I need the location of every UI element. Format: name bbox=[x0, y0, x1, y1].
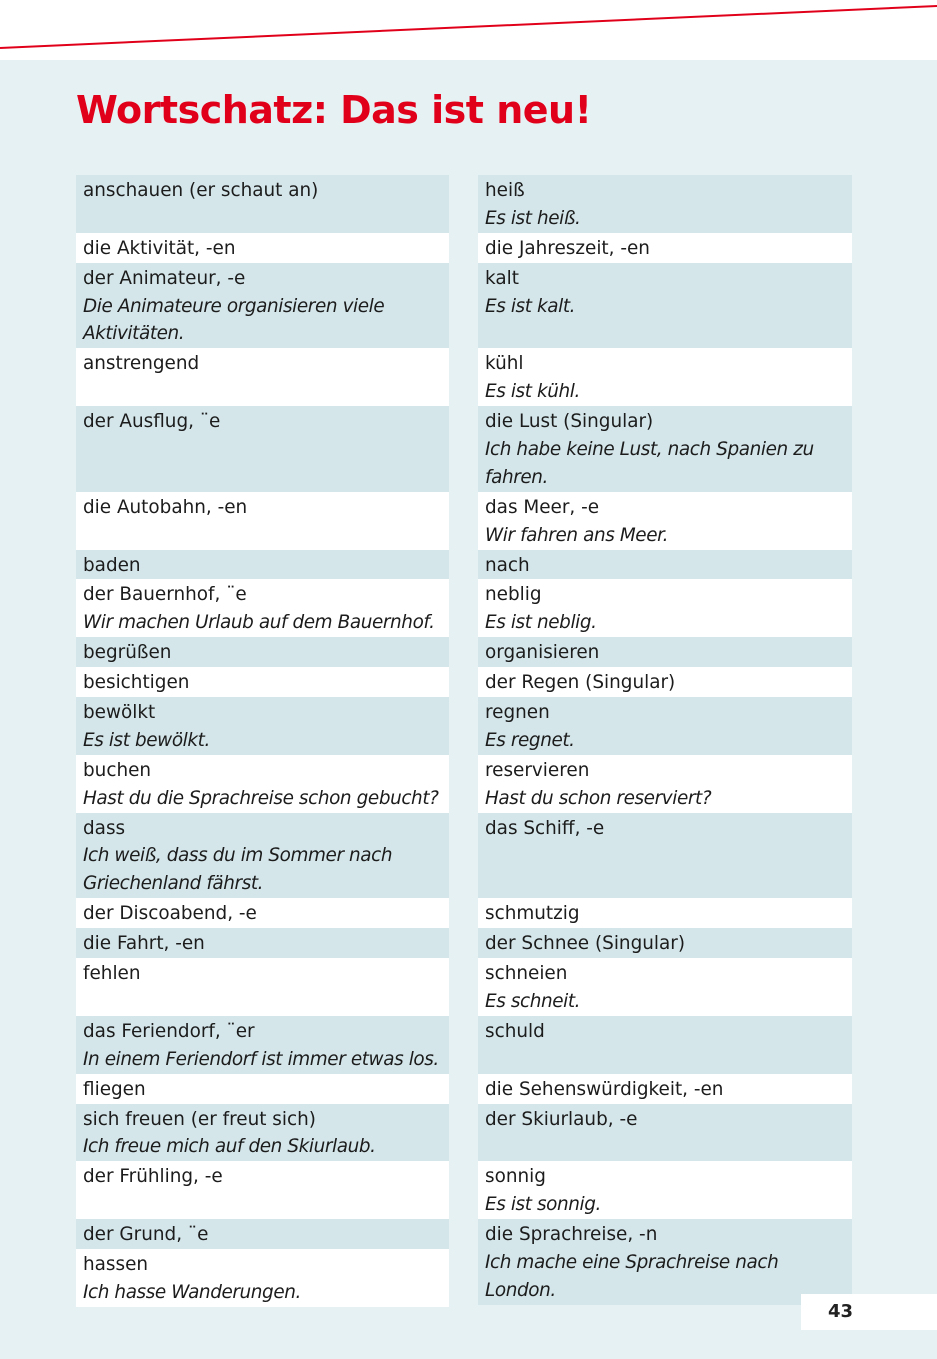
vocab-word: der Animateur, -e bbox=[83, 267, 246, 289]
example-sentence: Es ist bewölkt. bbox=[83, 729, 210, 751]
vocab-entry bbox=[478, 813, 852, 899]
page-title: Wortschatz: Das ist neu! bbox=[76, 88, 592, 132]
example-sentence: fahren. bbox=[485, 466, 548, 488]
vocab-entry bbox=[76, 667, 449, 697]
vocab-word: buchen bbox=[83, 759, 152, 781]
vocab-word: reservieren bbox=[485, 759, 590, 781]
example-sentence: London. bbox=[485, 1279, 556, 1301]
vocab-entry bbox=[76, 1074, 449, 1104]
vocab-entry bbox=[76, 1104, 449, 1162]
vocab-entry bbox=[478, 1104, 852, 1162]
vocab-entry bbox=[478, 667, 852, 697]
vocab-entry bbox=[76, 579, 449, 637]
vocab-word: die Aktivität, -en bbox=[83, 237, 236, 259]
vocab-entry bbox=[478, 898, 852, 928]
vocab-word: sonnig bbox=[485, 1166, 546, 1188]
vocab-word: der Ausflug, ¨e bbox=[83, 411, 221, 433]
vocab-entry bbox=[478, 1161, 852, 1219]
vocab-word: die Jahreszeit, -en bbox=[485, 237, 650, 259]
vocab-word: der Skiurlaub, -e bbox=[485, 1108, 638, 1130]
vocab-entry bbox=[76, 175, 449, 233]
blank-line bbox=[83, 1191, 443, 1219]
vocab-entry bbox=[478, 233, 852, 263]
vocab-word: der Regen (Singular) bbox=[485, 672, 676, 694]
vocab-word: der Frühling, -e bbox=[83, 1166, 223, 1188]
example-sentence: Ich freue mich auf den Skiurlaub. bbox=[83, 1136, 376, 1158]
page-number: 43 bbox=[827, 1301, 853, 1322]
vocab-word: der Discoabend, -e bbox=[83, 903, 257, 925]
vocab-entry bbox=[76, 755, 449, 813]
vocab-entry bbox=[76, 1161, 449, 1219]
vocab-word: das Schiff, -e bbox=[485, 817, 605, 839]
vocab-entry bbox=[76, 406, 449, 492]
vocab-word: hassen bbox=[83, 1253, 149, 1275]
vocab-word: schneien bbox=[485, 963, 568, 985]
blank-line bbox=[83, 522, 443, 550]
vocab-word: das Feriendorf, ¨er bbox=[83, 1020, 255, 1042]
vocab-word: regnen bbox=[485, 702, 550, 724]
vocab-word: die Sehenswürdigkeit, -en bbox=[485, 1078, 724, 1100]
vocab-entry bbox=[478, 348, 852, 406]
blank-line bbox=[485, 1046, 846, 1074]
example-sentence: Ich weiß, dass du im Sommer nach bbox=[83, 845, 393, 867]
vocab-word: sich freuen (er freut sich) bbox=[83, 1108, 316, 1130]
vocab-entry bbox=[478, 550, 852, 580]
vocab-entry bbox=[478, 928, 852, 958]
vocab-word: nach bbox=[485, 554, 530, 576]
example-sentence: Ich mache eine Sprachreise nach bbox=[485, 1251, 779, 1273]
vocab-word: der Schnee (Singular) bbox=[485, 933, 686, 955]
vocab-word: der Grund, ¨e bbox=[83, 1224, 209, 1246]
vocab-entry bbox=[76, 348, 449, 406]
vocab-column-right bbox=[478, 175, 852, 1305]
vocab-entry bbox=[76, 928, 449, 958]
vocab-entry bbox=[76, 492, 449, 550]
vocab-entry bbox=[76, 813, 449, 899]
example-sentence: Es ist sonnig. bbox=[485, 1194, 601, 1216]
vocab-word: fehlen bbox=[83, 963, 141, 985]
example-sentence: Ich hasse Wanderungen. bbox=[83, 1281, 301, 1303]
vocab-word: der Bauernhof, ¨e bbox=[83, 584, 247, 606]
blank-line bbox=[485, 320, 846, 348]
vocab-word: heiß bbox=[485, 180, 525, 201]
example-sentence: Hast du die Sprachreise schon gebucht? bbox=[83, 787, 439, 809]
vocab-word: baden bbox=[83, 554, 141, 576]
vocab-word: die Fahrt, -en bbox=[83, 933, 205, 955]
vocab-entry bbox=[76, 550, 449, 580]
vocab-word: organisieren bbox=[485, 642, 600, 664]
example-sentence: Es schneit. bbox=[485, 990, 581, 1012]
example-sentence: Griechenland fährst. bbox=[83, 873, 264, 895]
blank-line bbox=[485, 1133, 846, 1161]
vocab-entry bbox=[478, 492, 852, 550]
vocab-entry bbox=[76, 637, 449, 667]
vocab-entry bbox=[478, 175, 852, 233]
vocab-word: besichtigen bbox=[83, 672, 190, 694]
example-sentence: Es ist kühl. bbox=[485, 381, 580, 403]
vocab-entry bbox=[478, 579, 852, 637]
blank-line bbox=[485, 842, 846, 870]
vocab-entry bbox=[76, 233, 449, 263]
example-sentence: Aktivitäten. bbox=[83, 323, 185, 345]
vocab-column-left bbox=[76, 175, 449, 1307]
vocab-entry bbox=[478, 263, 852, 349]
blank-line bbox=[485, 870, 846, 898]
vocab-word: anstrengend bbox=[83, 353, 200, 375]
vocab-word: schmutzig bbox=[485, 903, 580, 925]
vocab-word: kühl bbox=[485, 353, 524, 375]
vocab-entry bbox=[76, 697, 449, 755]
vocab-word: dass bbox=[83, 817, 126, 839]
example-sentence: Es ist heiß. bbox=[485, 207, 581, 229]
vocab-word: das Meer, -e bbox=[485, 496, 600, 518]
vocab-entry bbox=[478, 637, 852, 667]
example-sentence: Es ist neblig. bbox=[485, 612, 597, 634]
vocab-word: die Lust (Singular) bbox=[485, 411, 654, 433]
vocab-entry bbox=[76, 1219, 449, 1249]
blank-line bbox=[83, 436, 443, 464]
vocab-entry bbox=[76, 263, 449, 349]
vocab-entry bbox=[478, 958, 852, 1016]
vocab-entry bbox=[478, 755, 852, 813]
vocab-entry bbox=[478, 1074, 852, 1104]
vocab-entry bbox=[478, 1016, 852, 1074]
vocab-word: neblig bbox=[485, 584, 542, 606]
vocab-entry bbox=[478, 1219, 852, 1305]
vocab-word: fliegen bbox=[83, 1078, 146, 1100]
example-sentence: Es ist kalt. bbox=[485, 295, 576, 317]
example-sentence: In einem Feriendorf ist immer etwas los. bbox=[83, 1048, 439, 1070]
blank-line bbox=[83, 205, 443, 233]
vocab-word: die Sprachreise, -n bbox=[485, 1224, 658, 1246]
example-sentence: Ich habe keine Lust, nach Spanien zu bbox=[485, 439, 814, 461]
vocab-entry bbox=[76, 1016, 449, 1074]
vocab-entry bbox=[76, 1249, 449, 1307]
vocab-entry bbox=[76, 958, 449, 1016]
example-sentence: Hast du schon reserviert? bbox=[485, 787, 712, 809]
vocab-entry bbox=[76, 898, 449, 928]
blank-line bbox=[83, 378, 443, 406]
page-number-box bbox=[801, 1294, 937, 1330]
example-sentence: Es regnet. bbox=[485, 729, 575, 751]
vocab-word: kalt bbox=[485, 267, 519, 289]
vocab-word: begrüßen bbox=[83, 642, 172, 664]
vocab-entry bbox=[478, 406, 852, 492]
blank-line bbox=[83, 464, 443, 492]
example-sentence: Wir fahren ans Meer. bbox=[485, 524, 669, 546]
header-rule bbox=[0, 0, 937, 60]
blank-line bbox=[83, 988, 443, 1016]
example-sentence: Wir machen Urlaub auf dem Bauernhof. bbox=[83, 612, 435, 634]
vocab-word: schuld bbox=[485, 1020, 545, 1042]
vocab-word: bewölkt bbox=[83, 702, 156, 724]
example-sentence: Die Animateure organisieren viele bbox=[83, 295, 385, 317]
vocab-word: die Autobahn, -en bbox=[83, 496, 248, 518]
vocab-entry bbox=[478, 697, 852, 755]
vocab-word: anschauen (er schaut an) bbox=[83, 180, 319, 201]
